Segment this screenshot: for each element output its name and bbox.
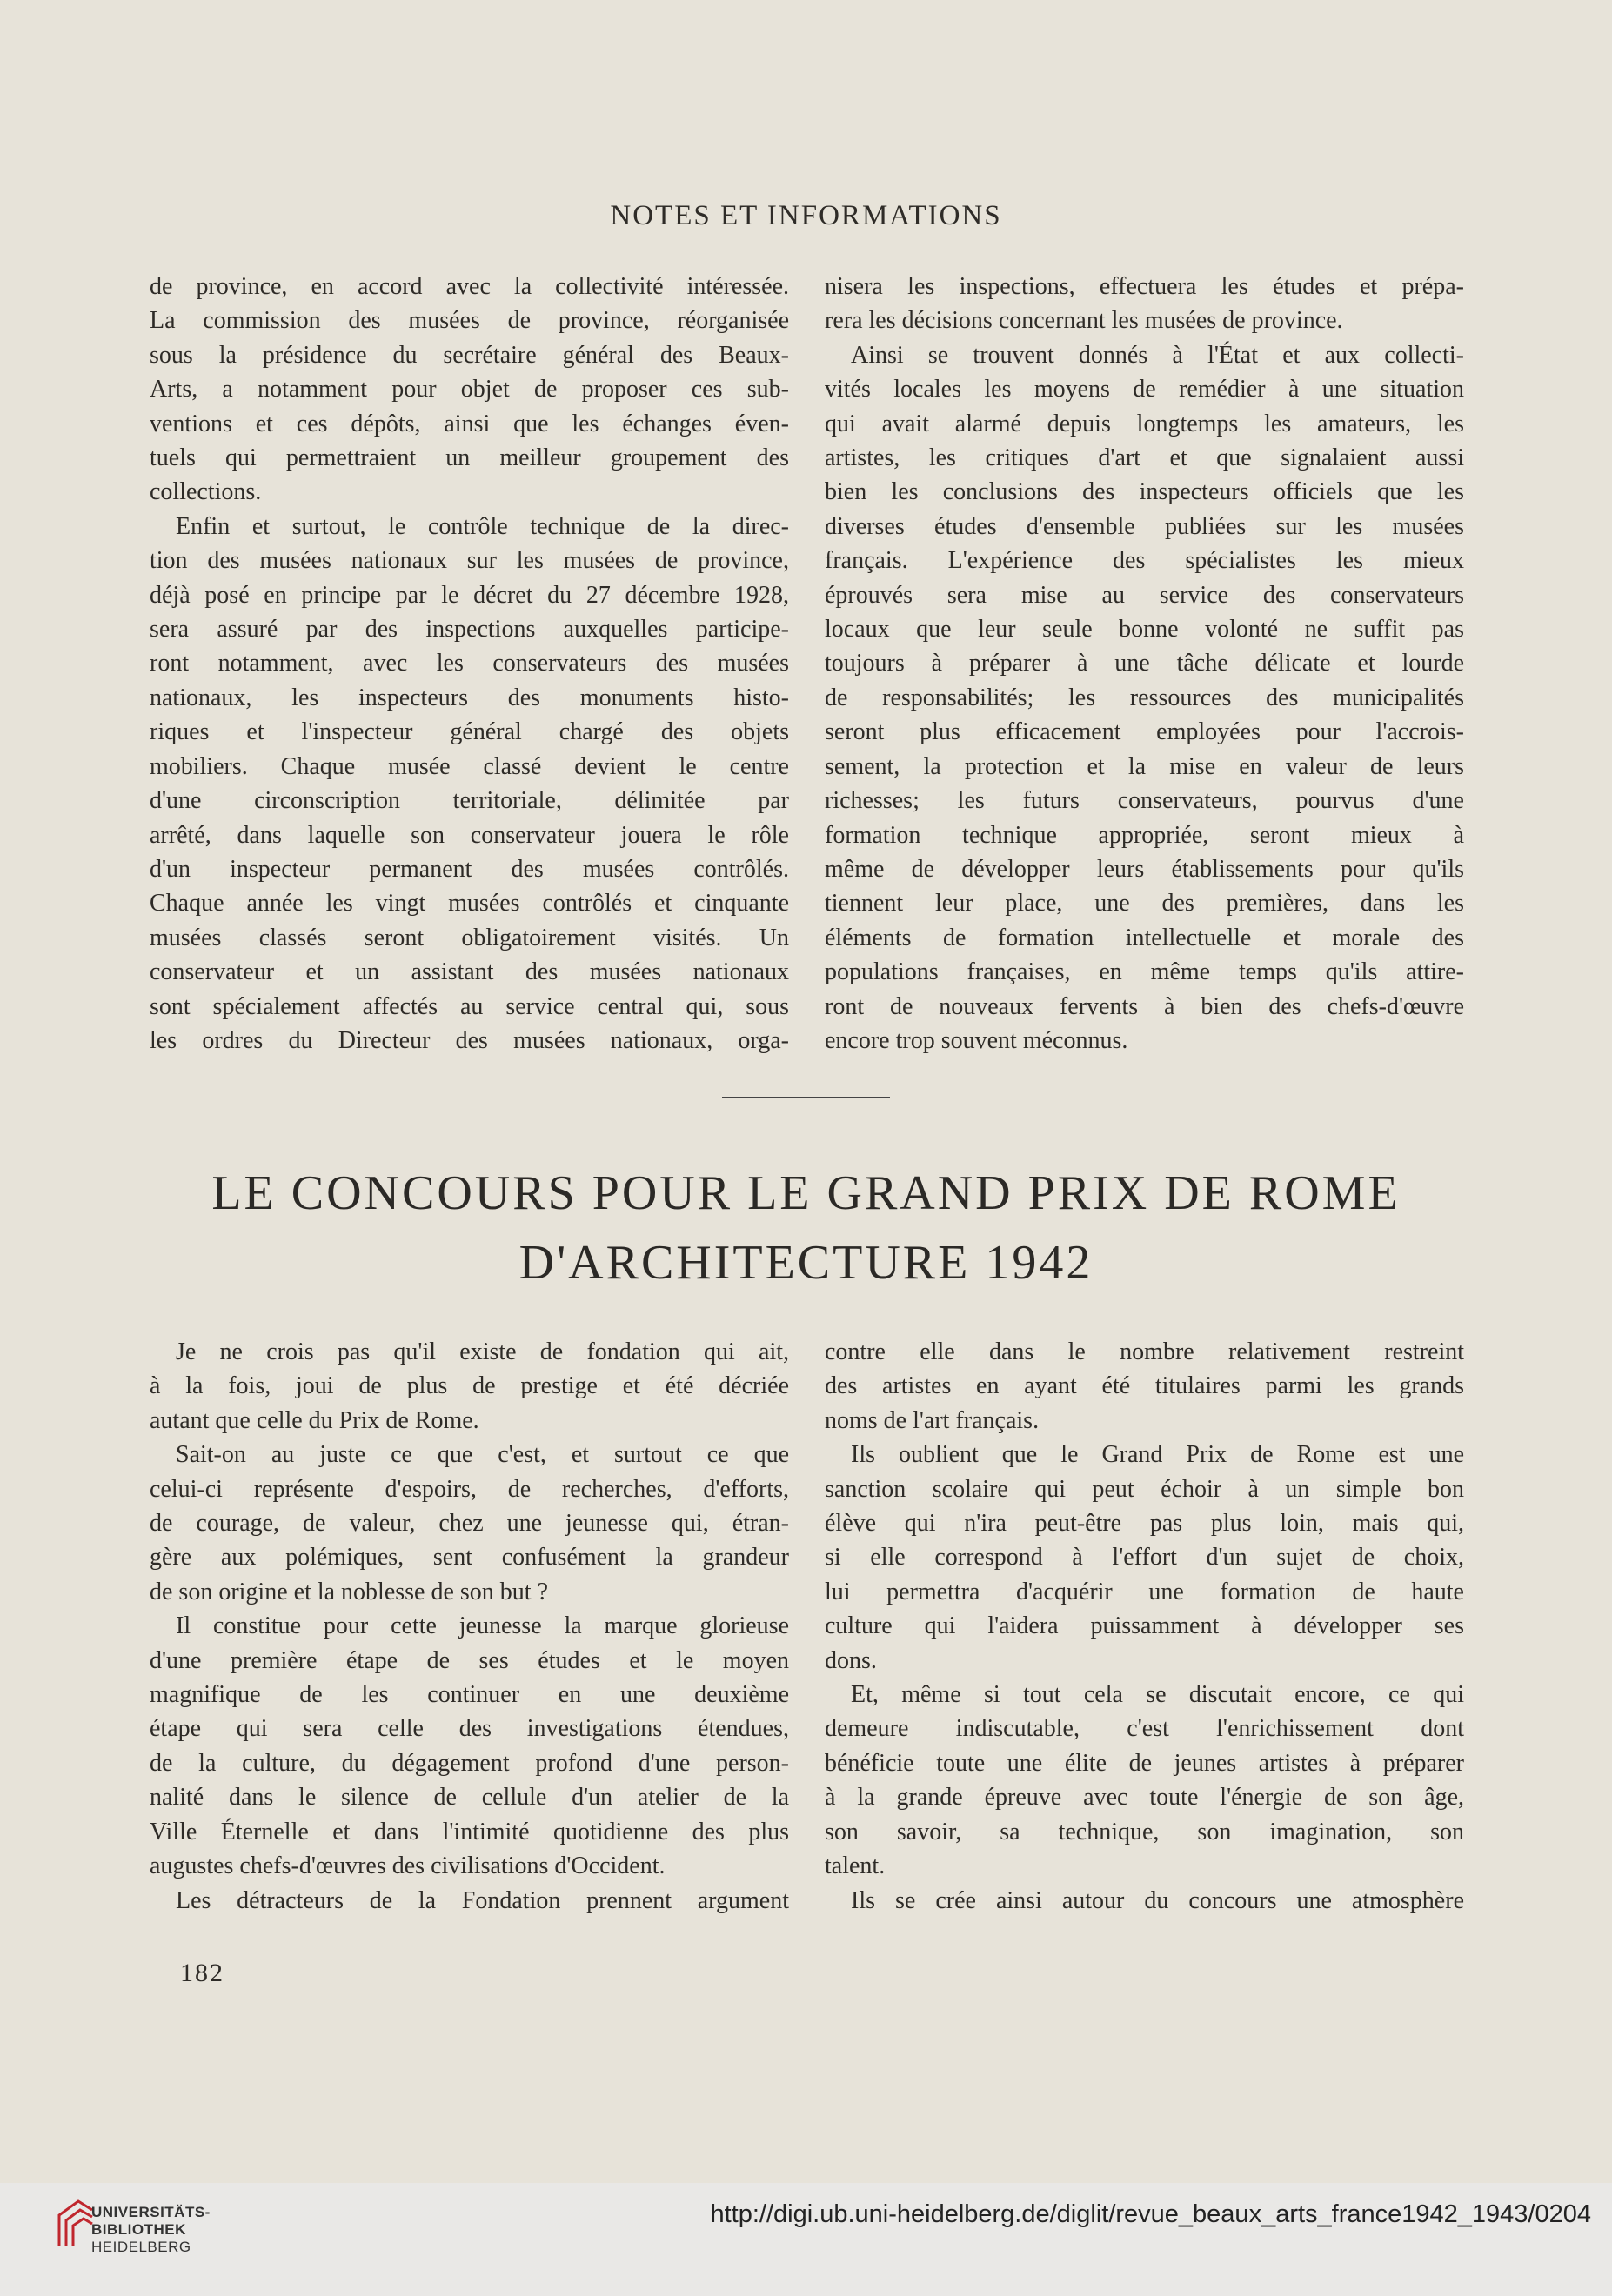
text-line: élève qui n'ira peut-être pas plus loin, mais qui,	[825, 1510, 1464, 1538]
text-line: conservateur et un assistant des musées nationaux	[150, 958, 789, 986]
text-line: Sait-on au juste ce que c'est, et surtout ce que	[176, 1441, 789, 1469]
text-line: qui avait alarmé depuis longtemps les amateurs, les	[825, 410, 1464, 437]
text-line: artistes, les critiques d'art et que signalaient aussi	[825, 444, 1464, 472]
text-line: Ainsi se trouvent donnés à l'État et aux collecti-	[851, 341, 1464, 369]
text-line: contre elle dans le nombre relativement restreint	[825, 1338, 1464, 1365]
text-line: de province, en accord avec la collectivité intéressée.	[150, 273, 789, 300]
text-line: talent.	[825, 1852, 886, 1880]
article-title-line-2: D'ARCHITECTURE 1942	[518, 1236, 1094, 1290]
text-line: nisera les inspections, effectuera les études et prépa-	[825, 273, 1464, 300]
text-line: les ordres du Directeur des musées nationaux, orga-	[150, 1026, 789, 1054]
text-line: Enfin et surtout, le contrôle technique de la direc-	[176, 512, 789, 540]
text-line: mobiliers. Chaque musée classé devient le centre	[150, 752, 789, 780]
column-bottom-right	[825, 1335, 1464, 1918]
article-title-line-1: LE CONCOURS POUR LE GRAND PRIX DE ROME	[211, 1166, 1401, 1220]
text-line: Arts, a notamment pour objet de proposer ces sub-	[150, 376, 789, 404]
text-line: culture qui l'aidera puissamment à développer ses	[825, 1612, 1464, 1640]
library-name-line-3: HEIDELBERG	[91, 2239, 191, 2255]
library-name-line-2: BIBLIOTHEK	[91, 2221, 186, 2238]
text-line: ventions et ces dépôts, ainsi que les échanges éven-	[150, 410, 789, 437]
text-line: Les détracteurs de la Fondation prennent argument	[176, 1886, 789, 1914]
text-line: tuels qui permettraient un meilleur groupement des	[150, 444, 789, 472]
text-line: son savoir, sa technique, son imagination, son	[825, 1818, 1464, 1845]
text-line: riques et l'inspecteur général chargé des objets	[150, 718, 789, 746]
text-line: Ils se crée ainsi autour du concours une atmosphère	[851, 1886, 1464, 1914]
column-bottom-left	[150, 1335, 789, 1918]
text-line: formation technique appropriée, seront mieux à	[825, 821, 1464, 849]
text-line: d'une circonscription territoriale, délimitée par	[150, 787, 789, 815]
text-line: ront de nouveaux fervents à bien des chefs-d'œuvre	[825, 992, 1464, 1020]
text-line: déjà posé en principe par le décret du 27 décembre 1928,	[150, 581, 789, 609]
text-line: Je ne crois pas qu'il existe de fondation qui ait,	[176, 1338, 789, 1365]
text-line: vités locales les moyens de remédier à une situation	[825, 376, 1464, 404]
text-line: toujours à préparer à une tâche délicate et lourde	[825, 650, 1464, 677]
text-line: à la grande épreuve avec toute l'énergie de son âge,	[825, 1784, 1464, 1812]
text-line: celui-ci représente d'espoirs, de recherches, d'efforts,	[150, 1475, 789, 1503]
text-line: éprouvés sera mise au service des conservateurs	[825, 581, 1464, 609]
text-line: d'un inspecteur permanent des musées contrôlés.	[150, 855, 789, 883]
text-line: tiennent leur place, une des premières, dans les	[825, 890, 1464, 918]
text-line: si elle correspond à l'effort d'un sujet de choix,	[825, 1544, 1464, 1572]
text-line: collections.	[150, 478, 262, 506]
text-line: Ils oublient que le Grand Prix de Rome est une	[851, 1441, 1464, 1469]
text-line: Il constitue pour cette jeunesse la marque glorieuse	[176, 1612, 789, 1640]
text-line: augustes chefs-d'œuvres des civilisations d'Occident.	[150, 1852, 666, 1880]
text-line: diverses études d'ensemble publiées sur les musées	[825, 512, 1464, 540]
text-line: de courage, de valeur, chez une jeunesse qui, étran-	[150, 1510, 789, 1538]
text-line: Et, même si tout cela se discutait encore, ce qui	[851, 1681, 1464, 1709]
text-line: gère aux polémiques, sent confusément la grandeur	[150, 1544, 789, 1572]
text-line: Ville Éternelle et dans l'intimité quotidienne des plus	[150, 1818, 789, 1845]
text-line: sera assuré par des inspections auxquelles participe-	[150, 616, 789, 644]
text-line: bénéficie toute une élite de jeunes artistes à préparer	[825, 1749, 1464, 1777]
text-line: des artistes en ayant été titulaires parmi les grands	[825, 1372, 1464, 1400]
text-line: français. L'expérience des spécialistes les mieux	[825, 547, 1464, 575]
text-line: musées classés seront obligatoirement visités. Un	[150, 924, 789, 951]
text-line: sement, la protection et la mise en valeur de leurs	[825, 752, 1464, 780]
text-line: tion des musées nationaux sur les musées de province,	[150, 547, 789, 575]
text-line: lui permettra d'acquérir une formation de haute	[825, 1578, 1464, 1605]
text-line: autant que celle du Prix de Rome.	[150, 1406, 479, 1434]
text-line: magnifique de les continuer en une deuxième	[150, 1681, 789, 1709]
text-line: La commission des musées de province, réorganisée	[150, 307, 789, 335]
library-name-line-1: UNIVERSITÄTS-	[91, 2204, 211, 2220]
text-line: populations françaises, en même temps qu'ils attire-	[825, 958, 1464, 986]
text-line: sont spécialement affectés au service central qui, sous	[150, 992, 789, 1020]
text-line: Chaque année les vingt musées contrôlés et cinquante	[150, 890, 789, 918]
text-line: dons.	[825, 1646, 877, 1674]
text-line: sous la présidence du secrétaire général des Beaux-	[150, 341, 789, 369]
text-line: locaux que leur seule bonne volonté ne suffit pas	[825, 616, 1464, 644]
text-line: d'une première étape de ses études et le moyen	[150, 1646, 789, 1674]
text-line: bien les conclusions des inspecteurs officiels que les	[825, 478, 1464, 506]
text-line: richesses; les futurs conservateurs, pourvus d'une	[825, 787, 1464, 815]
section-divider	[722, 1097, 890, 1098]
library-name	[91, 2204, 211, 2256]
text-line: arrêté, dans laquelle son conservateur jouera le rôle	[150, 821, 789, 849]
text-line: demeure indiscutable, c'est l'enrichissement dont	[825, 1715, 1464, 1743]
source-url-link[interactable]: http://digi.ub.uni-heidelberg.de/diglit/revue_beaux_arts_france1942_1943/0204	[710, 2200, 1591, 2228]
text-line: ront notamment, avec les conservateurs des musées	[150, 650, 789, 677]
text-line: nalité dans le silence de cellule d'un atelier de la	[150, 1784, 789, 1812]
page-number: 182	[180, 1959, 224, 1987]
text-line: rera les décisions concernant les musées de province.	[825, 307, 1343, 335]
running-head: NOTES ET INFORMATIONS	[610, 200, 1002, 231]
text-line: seront plus efficacement employées pour l'accrois-	[825, 718, 1464, 746]
column-top-left	[150, 270, 789, 1058]
text-line: étape qui sera celle des investigations étendues,	[150, 1715, 789, 1743]
text-line: noms de l'art français.	[825, 1406, 1040, 1434]
text-line: éléments de formation intellectuelle et morale des	[825, 924, 1464, 951]
text-line: même de développer leurs établissements pour qu'ils	[825, 855, 1464, 883]
column-top-right	[825, 270, 1464, 1058]
text-line: de la culture, du dégagement profond d'une person-	[150, 1749, 789, 1777]
text-line: sanction scolaire qui peut échoir à un simple bon	[825, 1475, 1464, 1503]
text-line: à la fois, joui de plus de prestige et été décriée	[150, 1372, 789, 1400]
text-line: de responsabilités; les ressources des municipalités	[825, 684, 1464, 711]
text-line: nationaux, les inspecteurs des monuments histo-	[150, 684, 789, 711]
text-line: de son origine et la noblesse de son but ?	[150, 1578, 549, 1605]
text-line: encore trop souvent méconnus.	[825, 1026, 1128, 1054]
